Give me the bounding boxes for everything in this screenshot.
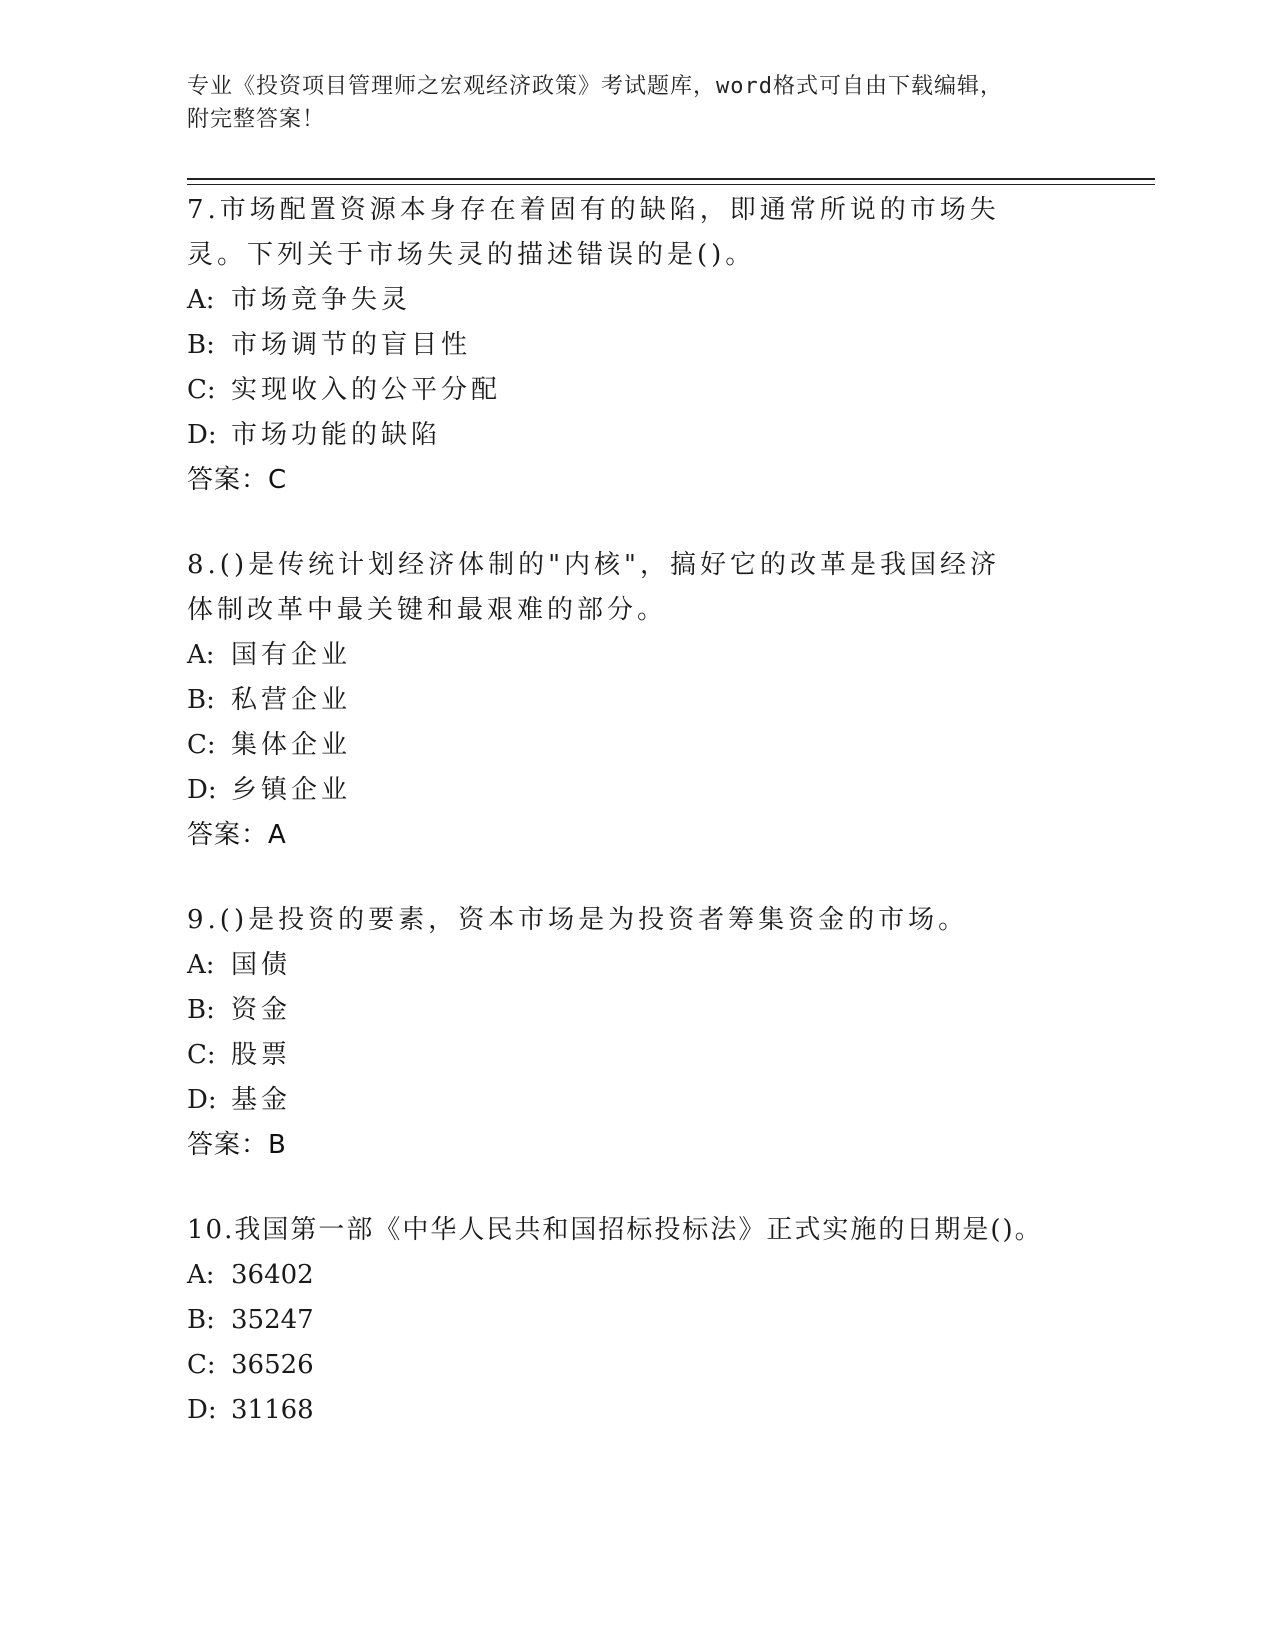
option-letter: C: (187, 1040, 216, 1070)
question-7 (187, 188, 1087, 503)
option-text: 实现收入的公平分配 (231, 375, 502, 405)
option-letter: C: (187, 1350, 216, 1380)
option-c (187, 1343, 1087, 1388)
option-b (187, 988, 1087, 1033)
option-text: 35247 (231, 1305, 314, 1335)
option-a (187, 1253, 1087, 1298)
option-text: 国债 (231, 950, 292, 980)
option-d (187, 1078, 1087, 1123)
option-text: 股票 (231, 1040, 292, 1070)
header-divider-thin (187, 184, 1155, 185)
option-text: 36402 (231, 1260, 314, 1290)
question-8 (187, 543, 1087, 858)
option-letter: B: (187, 330, 215, 360)
option-text: 资金 (231, 995, 292, 1025)
option-letter: A: (187, 1260, 215, 1290)
header-line-2: 附完整答案！ (187, 107, 326, 132)
option-b (187, 323, 1087, 368)
answer-line: 答案：B (187, 1130, 287, 1160)
option-d (187, 1388, 1087, 1433)
option-text: 31168 (231, 1395, 314, 1425)
option-letter: A: (187, 640, 215, 670)
option-text: 基金 (231, 1085, 292, 1115)
option-c (187, 1033, 1087, 1078)
document-header (187, 70, 1067, 136)
option-text: 私营企业 (231, 685, 352, 715)
answer-line: 答案：A (187, 820, 287, 850)
option-b (187, 1298, 1087, 1343)
header-line-1: 专业《投资项目管理师之宏观经济政策》考试题库，word格式可自由下载编辑， (187, 74, 1003, 99)
option-c (187, 723, 1087, 768)
option-letter: B: (187, 685, 215, 715)
option-text: 市场竞争失灵 (231, 285, 412, 315)
question-list (187, 188, 1087, 1473)
option-text: 市场功能的缺陷 (231, 420, 442, 450)
question-stem: 7.市场配置资源本身存在着固有的缺陷，即通常所说的市场失灵。下列关于市场失灵的描述错误的是()。 (187, 195, 1000, 270)
question-9 (187, 898, 1087, 1168)
option-d (187, 768, 1087, 813)
question-stem: 10.我国第一部《中华人民共和国招标投标法》正式实施的日期是()。 (187, 1215, 1043, 1245)
question-stem: 8.()是传统计划经济体制的"内核"，搞好它的改革是我国经济体制改革中最关键和最艰难的部分。 (187, 550, 1001, 625)
option-a (187, 633, 1087, 678)
option-text: 市场调节的盲目性 (231, 330, 472, 360)
option-letter: D: (187, 420, 217, 450)
option-d (187, 413, 1087, 458)
option-letter: A: (187, 950, 215, 980)
option-b (187, 678, 1087, 723)
answer-line: 答案：C (187, 465, 288, 495)
option-text: 乡镇企业 (231, 775, 352, 805)
option-letter: D: (187, 775, 217, 805)
option-text: 36526 (231, 1350, 314, 1380)
option-letter: B: (187, 1305, 215, 1335)
option-text: 国有企业 (231, 640, 352, 670)
question-10 (187, 1208, 1087, 1433)
option-letter: C: (187, 730, 216, 760)
option-letter: B: (187, 995, 215, 1025)
option-letter: D: (187, 1085, 217, 1115)
header-divider-thick (187, 178, 1155, 180)
question-stem: 9.()是投资的要素，资本市场是为投资者筹集资金的市场。 (187, 905, 969, 935)
option-a (187, 943, 1087, 988)
option-a (187, 278, 1087, 323)
option-c (187, 368, 1087, 413)
option-letter: D: (187, 1395, 217, 1425)
option-letter: C: (187, 375, 216, 405)
option-letter: A: (187, 285, 215, 315)
option-text: 集体企业 (231, 730, 352, 760)
